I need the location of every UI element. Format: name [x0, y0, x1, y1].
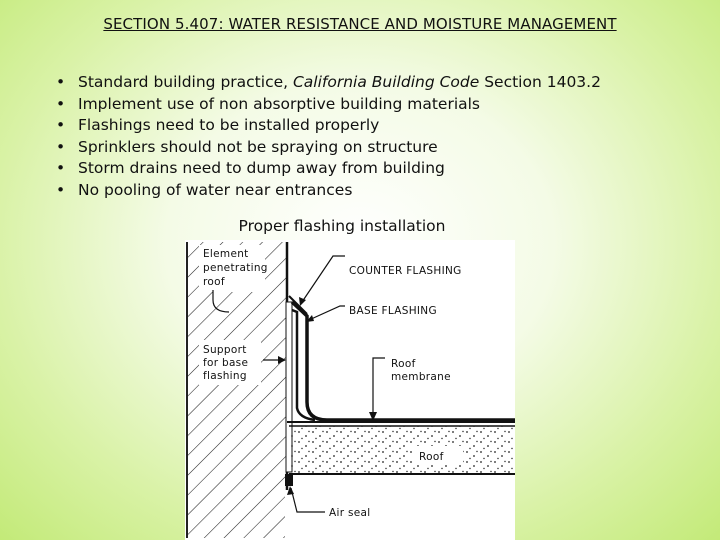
support-label-line1: Support: [203, 344, 247, 356]
bullet-dot: •: [56, 116, 66, 135]
counter-flashing-label: COUNTER FLASHING: [349, 265, 462, 277]
roof-label: Roof: [419, 451, 444, 463]
element-label-line3: roof: [203, 276, 225, 288]
bullet-dot: •: [56, 73, 66, 91]
bullet-text: Flashings need to be installed properly: [78, 116, 380, 135]
element-label-line1: Element: [203, 248, 249, 260]
bullet-text: Implement use of non absorptive building materials: [78, 94, 481, 113]
bullet-text: Standard building practice,: [78, 73, 293, 91]
flashing-diagram-svg: [185, 240, 515, 540]
bullet-item: [48, 180, 601, 202]
bullet-dot: •: [56, 137, 66, 156]
bullet-text: Storm drains need to dump away from building: [78, 159, 445, 178]
air-seal-label: Air seal: [329, 507, 371, 519]
bullet-text: No pooling of water near entrances: [78, 180, 353, 199]
bullet-dot: •: [56, 159, 66, 178]
bullet-item: [48, 72, 601, 94]
support-label-line3: flashing: [203, 370, 247, 382]
support-label-line2: for base: [203, 357, 249, 369]
bullet-item: [48, 158, 601, 180]
membrane-label-line2: membrane: [391, 371, 451, 383]
figure-caption: Proper flashing installation: [238, 217, 446, 235]
flashing-diagram: [185, 240, 515, 540]
base-flashing-label: BASE FLASHING: [349, 305, 437, 317]
bullet-text: Sprinklers should not be spraying on structure: [78, 137, 438, 156]
bullet-list: [48, 72, 601, 202]
bullet-dot: •: [56, 180, 66, 199]
bullet-text-suffix: Section 1403.2: [479, 73, 601, 91]
code-reference: California Building Code: [292, 73, 480, 91]
slide-title: SECTION 5.407: WATER RESISTANCE AND MOISTURE MANAGEMENT: [103, 15, 617, 33]
membrane-label-line1: Roof: [391, 358, 416, 370]
bullet-item: [48, 137, 601, 159]
bullet-item: [48, 94, 601, 116]
roof-insulation: [289, 426, 515, 474]
bullet-item: [48, 115, 601, 137]
air-seal: [285, 474, 293, 486]
element-label-line2: penetrating: [203, 262, 268, 274]
bullet-dot: •: [56, 94, 66, 113]
